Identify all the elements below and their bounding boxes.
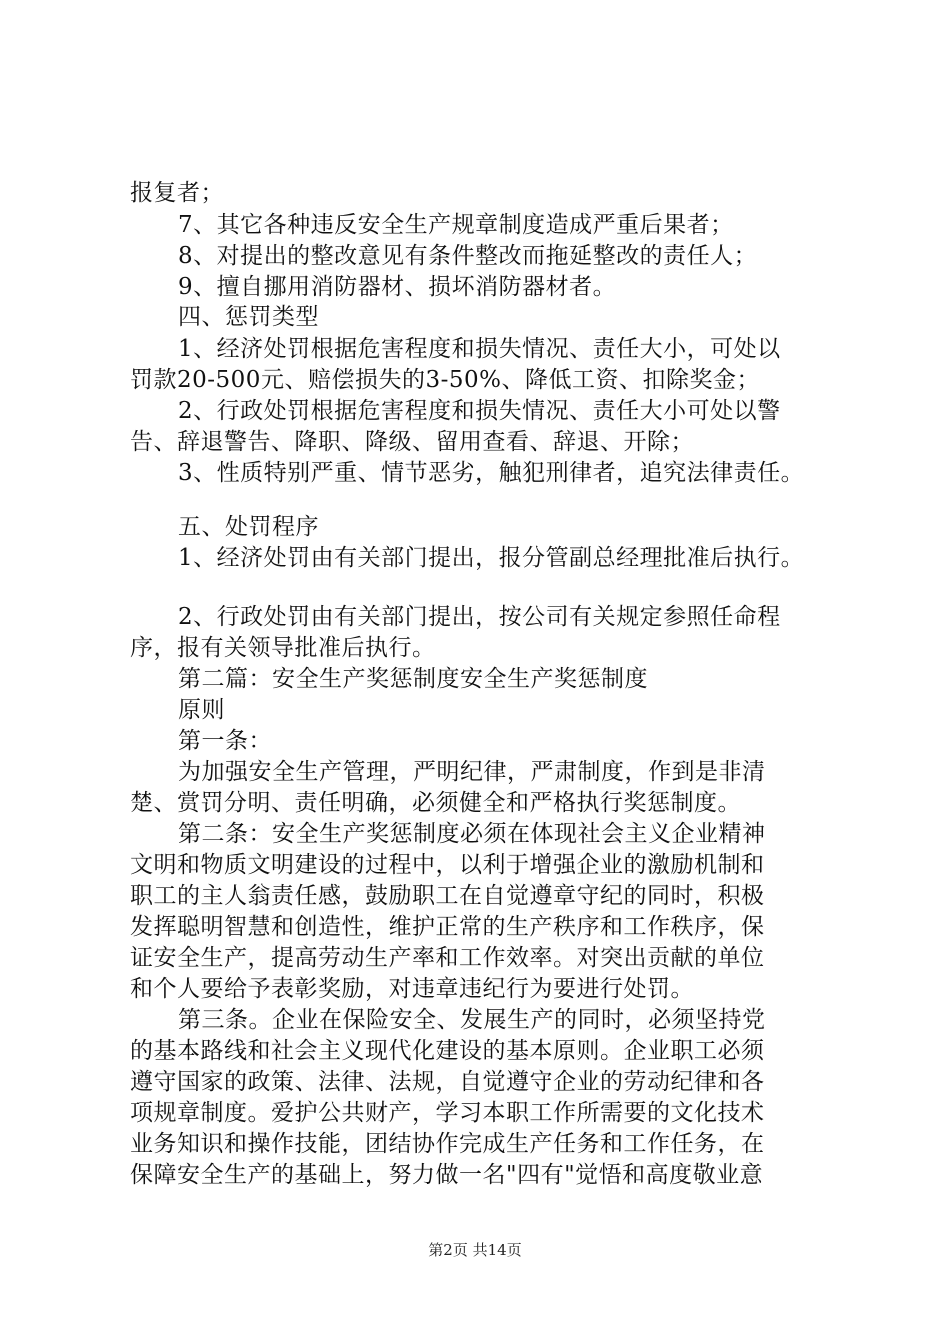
text-line: 8、对提出的整改意见有条件整改而拖延整改的责任人；	[178, 243, 758, 269]
text-line: 证安全生产，提高劳动生产率和工作效率。对突出贡献的单位	[130, 945, 765, 971]
text-line: 报复者；	[130, 180, 224, 206]
text-line: 遵守国家的政策、法律、法规，自觉遵守企业的劳动纪律和各	[130, 1069, 765, 1095]
text-line: 第三条。企业在保险安全、发展生产的同时，必须坚持党	[178, 1007, 766, 1033]
text-line: 的基本路线和社会主义现代化建设的基本原则。企业职工必须	[130, 1038, 765, 1064]
page-footer: 第2页 共14页	[428, 1241, 522, 1259]
text-line: 项规章制度。爱护公共财产，学习本职工作所需要的文化技术	[130, 1100, 765, 1126]
text-line: 文明和物质文明建设的过程中，以利于增强企业的激励机制和	[130, 852, 765, 878]
text-line: 告、辞退警告、降职、降级、留用查看、辞退、开除；	[130, 429, 694, 455]
text-line: 为加强安全生产管理，严明纪律，严肃制度，作到是非清	[178, 759, 766, 785]
text-line: 原则	[178, 697, 225, 723]
text-line: 和个人要给予表彰奖励，对违章违纪行为要进行处罚。	[130, 976, 694, 1002]
text-line: 序，报有关领导批准后执行。	[130, 635, 436, 661]
text-line: 7、其它各种违反安全生产规章制度造成严重后果者；	[178, 212, 734, 238]
text-line: 3、性质特别严重、情节恶劣，触犯刑律者，追究法律责任。	[178, 460, 805, 486]
article-heading: 第一条：	[178, 728, 272, 754]
text-line: 发挥聪明智慧和创造性，维护正常的生产秩序和工作秩序，保	[130, 914, 765, 940]
text-line: 楚、赏罚分明、责任明确，必须健全和严格执行奖惩制度。	[130, 790, 741, 816]
chapter-heading: 第二篇：安全生产奖惩制度安全生产奖惩制度	[178, 666, 648, 692]
text-line: 2、行政处罚由有关部门提出，按公司有关规定参照任命程	[178, 604, 781, 630]
text-line: 1、经济处罚根据危害程度和损失情况、责任大小，可处以	[178, 336, 781, 362]
section-heading: 五、处罚程序	[178, 514, 319, 540]
text-line: 第二条：安全生产奖惩制度必须在体现社会主义企业精神	[178, 821, 766, 847]
text-line: 9、擅自挪用消防器材、损坏消防器材者。	[178, 274, 617, 300]
text-line: 保障安全生产的基础上，努力做一名"四有"觉悟和高度敬业意	[130, 1162, 764, 1188]
text-line: 1、经济处罚由有关部门提出，报分管副总经理批准后执行。	[178, 545, 805, 571]
text-line: 职工的主人翁责任感，鼓励职工在自觉遵章守纪的同时，积极	[130, 883, 765, 909]
text-line: 2、行政处罚根据危害程度和损失情况、责任大小可处以警	[178, 398, 781, 424]
text-line: 罚款20-500元、赔偿损失的3-50%、降低工资、扣除奖金；	[130, 367, 760, 393]
text-line: 业务知识和操作技能，团结协作完成生产任务和工作任务，在	[130, 1131, 765, 1157]
section-heading: 四、惩罚类型	[178, 304, 319, 330]
